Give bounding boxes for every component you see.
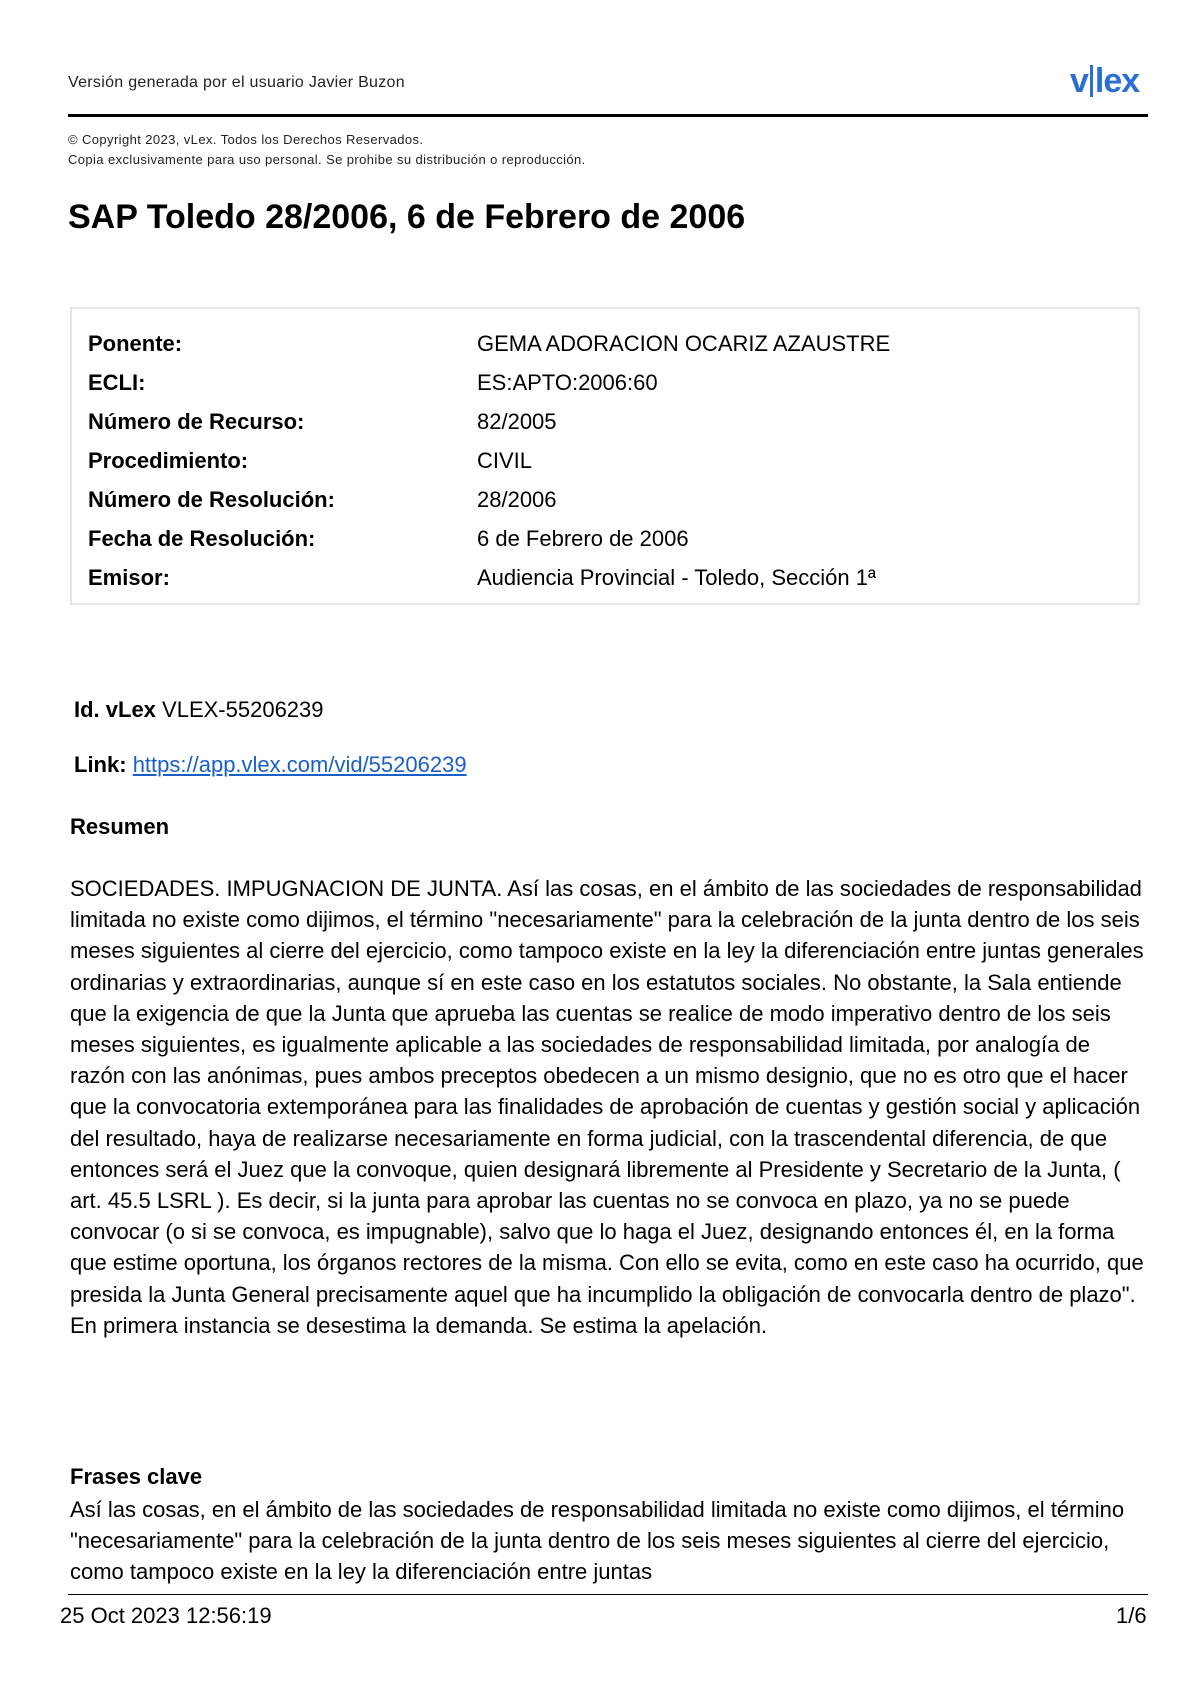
vlex-id-label: Id. vLex [74,697,156,722]
logo-bar-icon [1090,65,1093,97]
metadata-label: Número de Recurso: [88,409,305,434]
vlex-logo [1070,62,1139,101]
logo-text-right: lex [1094,62,1140,100]
copyright-notice [68,130,586,170]
frases-clave-body: Así las cosas, en el ámbito de las sociedades de responsabilidad limitada no existe como dijimos, el término "necesariamente" para la celebración de la junta dentro de los seis meses siguientes al cierre del ejercicio, como tampoco existe en la ley la diferenciación entre juntas [70,1497,1125,1585]
usage-restriction-line: Copia exclusivamente para uso personal. Se prohibe su distribución o reproducción. [68,152,586,167]
metadata-label: Procedimiento: [88,448,249,473]
metadata-label: Ponente: [88,331,183,356]
header-divider [68,114,1148,117]
metadata-label: Emisor: [88,565,170,590]
metadata-value: 82/2005 [477,409,557,434]
metadata-value: 28/2006 [477,487,557,512]
resumen-heading: Resumen [70,814,170,839]
frases-clave-heading: Frases clave [70,1464,203,1489]
metadata-value: ES:APTO:2006:60 [477,370,658,395]
document-url-link[interactable]: https://app.vlex.com/vid/55206239 [132,752,467,777]
logo-text-left: v [1070,62,1088,100]
metadata-label: Fecha de Resolución: [88,526,316,551]
document-link [74,752,467,778]
copyright-line: © Copyright 2023, vLex. Todos los Derechos Reservados. [68,132,424,147]
vlex-id [74,697,324,723]
document-title: SAP Toledo 28/2006, 6 de Febrero de 2006 [68,198,746,236]
footer-timestamp: 25 Oct 2023 12:56:19 [60,1603,272,1628]
metadata-label: ECLI: [88,370,146,395]
metadata-label: Número de Resolución: [88,487,335,512]
generated-by-text: Versión generada por el usuario Javier Buzon [68,74,405,91]
link-label: Link: [74,752,127,777]
page-number: 1/6 [1116,1603,1147,1628]
metadata-value: 6 de Febrero de 2006 [477,526,689,551]
metadata-value: Audiencia Provincial - Toledo, Sección 1ª [477,565,877,590]
metadata-value: CIVIL [477,448,533,473]
metadata-table [70,307,1140,605]
metadata-value: GEMA ADORACION OCARIZ AZAUSTRE [477,331,891,356]
resumen-body: SOCIEDADES. IMPUGNACION DE JUNTA. Así las cosas, en el ámbito de las sociedades de responsabilidad limitada no existe como dijimos, el término "necesariamente" para la celebración de la junta dentro de los seis meses siguientes al cierre del ejercicio, como tampoco existe en la ley la diferenciación entre juntas generales ordinarias y extraordinarias, aunque sí en este caso en los estatutos sociales. No obstante, la Sala entiende que la exigencia de que la Junta que aprueba las cuentas se realice de modo imperativo dentro de los seis meses siguientes, es igualmente aplicable a las sociedades de responsabilidad limitada, por analogía de razón con las anónimas, pues ambos preceptos obedecen a un mismo designio, que no es otro que el hacer que la convocatoria extemporánea para las finalidades de aprobación de cuentas y gestión social y aplicación del resultado, haya de realizarse necesariamente en forma judicial, con la trascendental diferencia, de que entonces será el Juez que la convoque, quien designará libremente al Presidente y Secretario de la Junta, ( art. 45.5 LSRL ). Es decir, si la junta para aprobar las cuentas no se convoca en plazo, ya no se puede convocar (o si se convoca, es impugnable), salvo que lo haga el Juez, designando entonces él, en la forma que estime oportuna, los órganos rectores de la misma. Con ello se evita, como en este caso ha ocurrido, que presida la Junta General precisamente aquel que ha incumplido la obligación de convocarla dentro de plazo". En primera instancia se desestima la demanda. Se estima la apelación. [70,876,1144,1338]
vlex-id-value: VLEX-55206239 [162,697,324,722]
footer-divider [68,1594,1148,1595]
